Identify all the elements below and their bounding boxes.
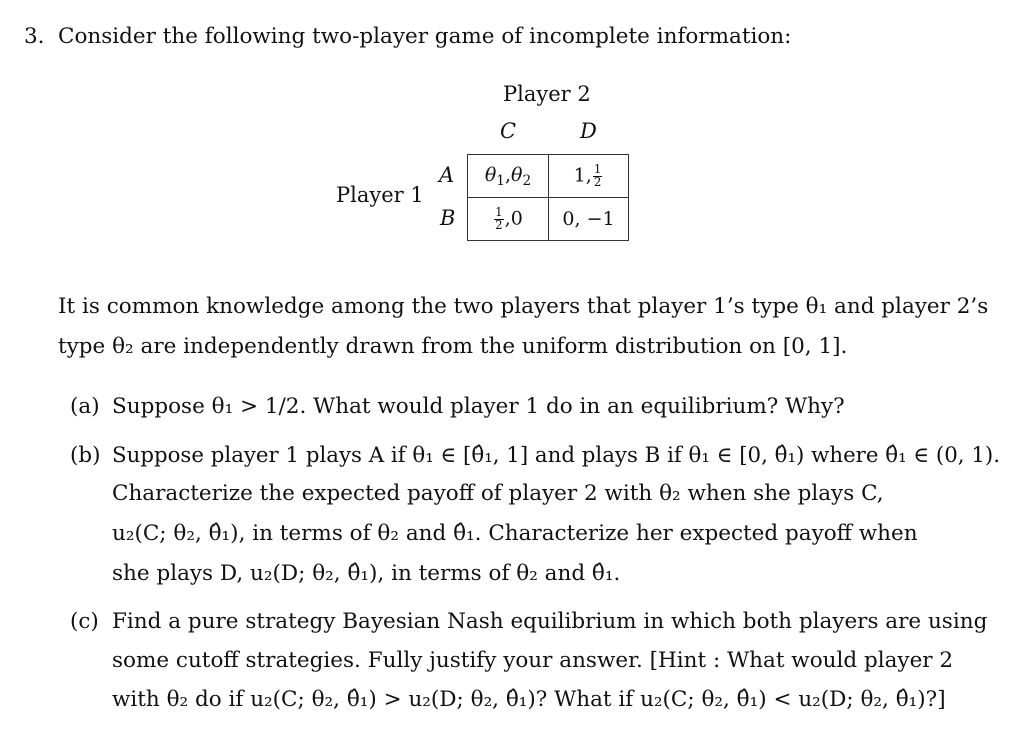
- player1-label: Player 1: [336, 183, 424, 207]
- part-c-line-3: with θ₂ do if u₂(C; θ₂, θ̂₁) > u₂(D; θ₂, θ̂₁)? What if u₂(C; θ₂, θ̂₁) < u₂(D; θ₂, θ̂₁)?]: [112, 687, 946, 712]
- cell-a-c: $\theta_1,\theta_2$: [467, 154, 549, 198]
- paragraph-line-2: type θ₂ are independently drawn from the uniform distribution on [0, 1].: [58, 334, 848, 359]
- part-b-line-1: Suppose player 1 plays A if θ₁ ∈ [θ̂₁, 1] and plays B if θ₁ ∈ [0, θ̂₁) where θ̂₁ ∈ (0, 1).: [112, 443, 1000, 468]
- part-a-text: Suppose θ₁ > 1/2. What would player 1 do in an equilibrium? Why?: [112, 394, 845, 419]
- cell-b-c: $\frac{1}{2}$ ,0: [467, 197, 549, 241]
- column-label-d: D: [580, 119, 597, 143]
- player2-label: Player 2: [503, 82, 591, 106]
- part-c-label: (c): [70, 609, 99, 634]
- row-label-a: A: [439, 163, 455, 187]
- row-label-b: B: [440, 206, 456, 230]
- part-a-label: (a): [70, 394, 100, 419]
- part-c-line-1: Find a pure strategy Bayesian Nash equilibrium in which both players are using: [112, 609, 988, 634]
- question-number: 3.: [24, 24, 45, 49]
- part-b-label: (b): [70, 443, 101, 468]
- column-label-c: C: [500, 119, 517, 143]
- part-b-line-2: Characterize the expected payoff of player 2 with θ₂ when she plays C,: [112, 481, 884, 506]
- part-c-line-2: some cutoff strategies. Fully justify your answer. [Hint : What would player 2: [112, 648, 954, 673]
- cell-b-d: 0, −1: [548, 197, 629, 241]
- part-b-line-3: u₂(C; θ₂, θ̂₁), in terms of θ₂ and θ̂₁. Characterize her expected payoff when: [112, 521, 918, 546]
- paragraph-line-1: It is common knowledge among the two players that player 1’s type θ₁ and player 2’s: [58, 294, 989, 319]
- cell-a-d: 1, $\frac{1}{2}$: [548, 154, 629, 198]
- part-b-line-4: she plays D, u₂(D; θ₂, θ̂₁), in terms of θ₂ and θ̂₁.: [112, 561, 621, 586]
- question-intro: Consider the following two-player game of incomplete information:: [58, 24, 792, 49]
